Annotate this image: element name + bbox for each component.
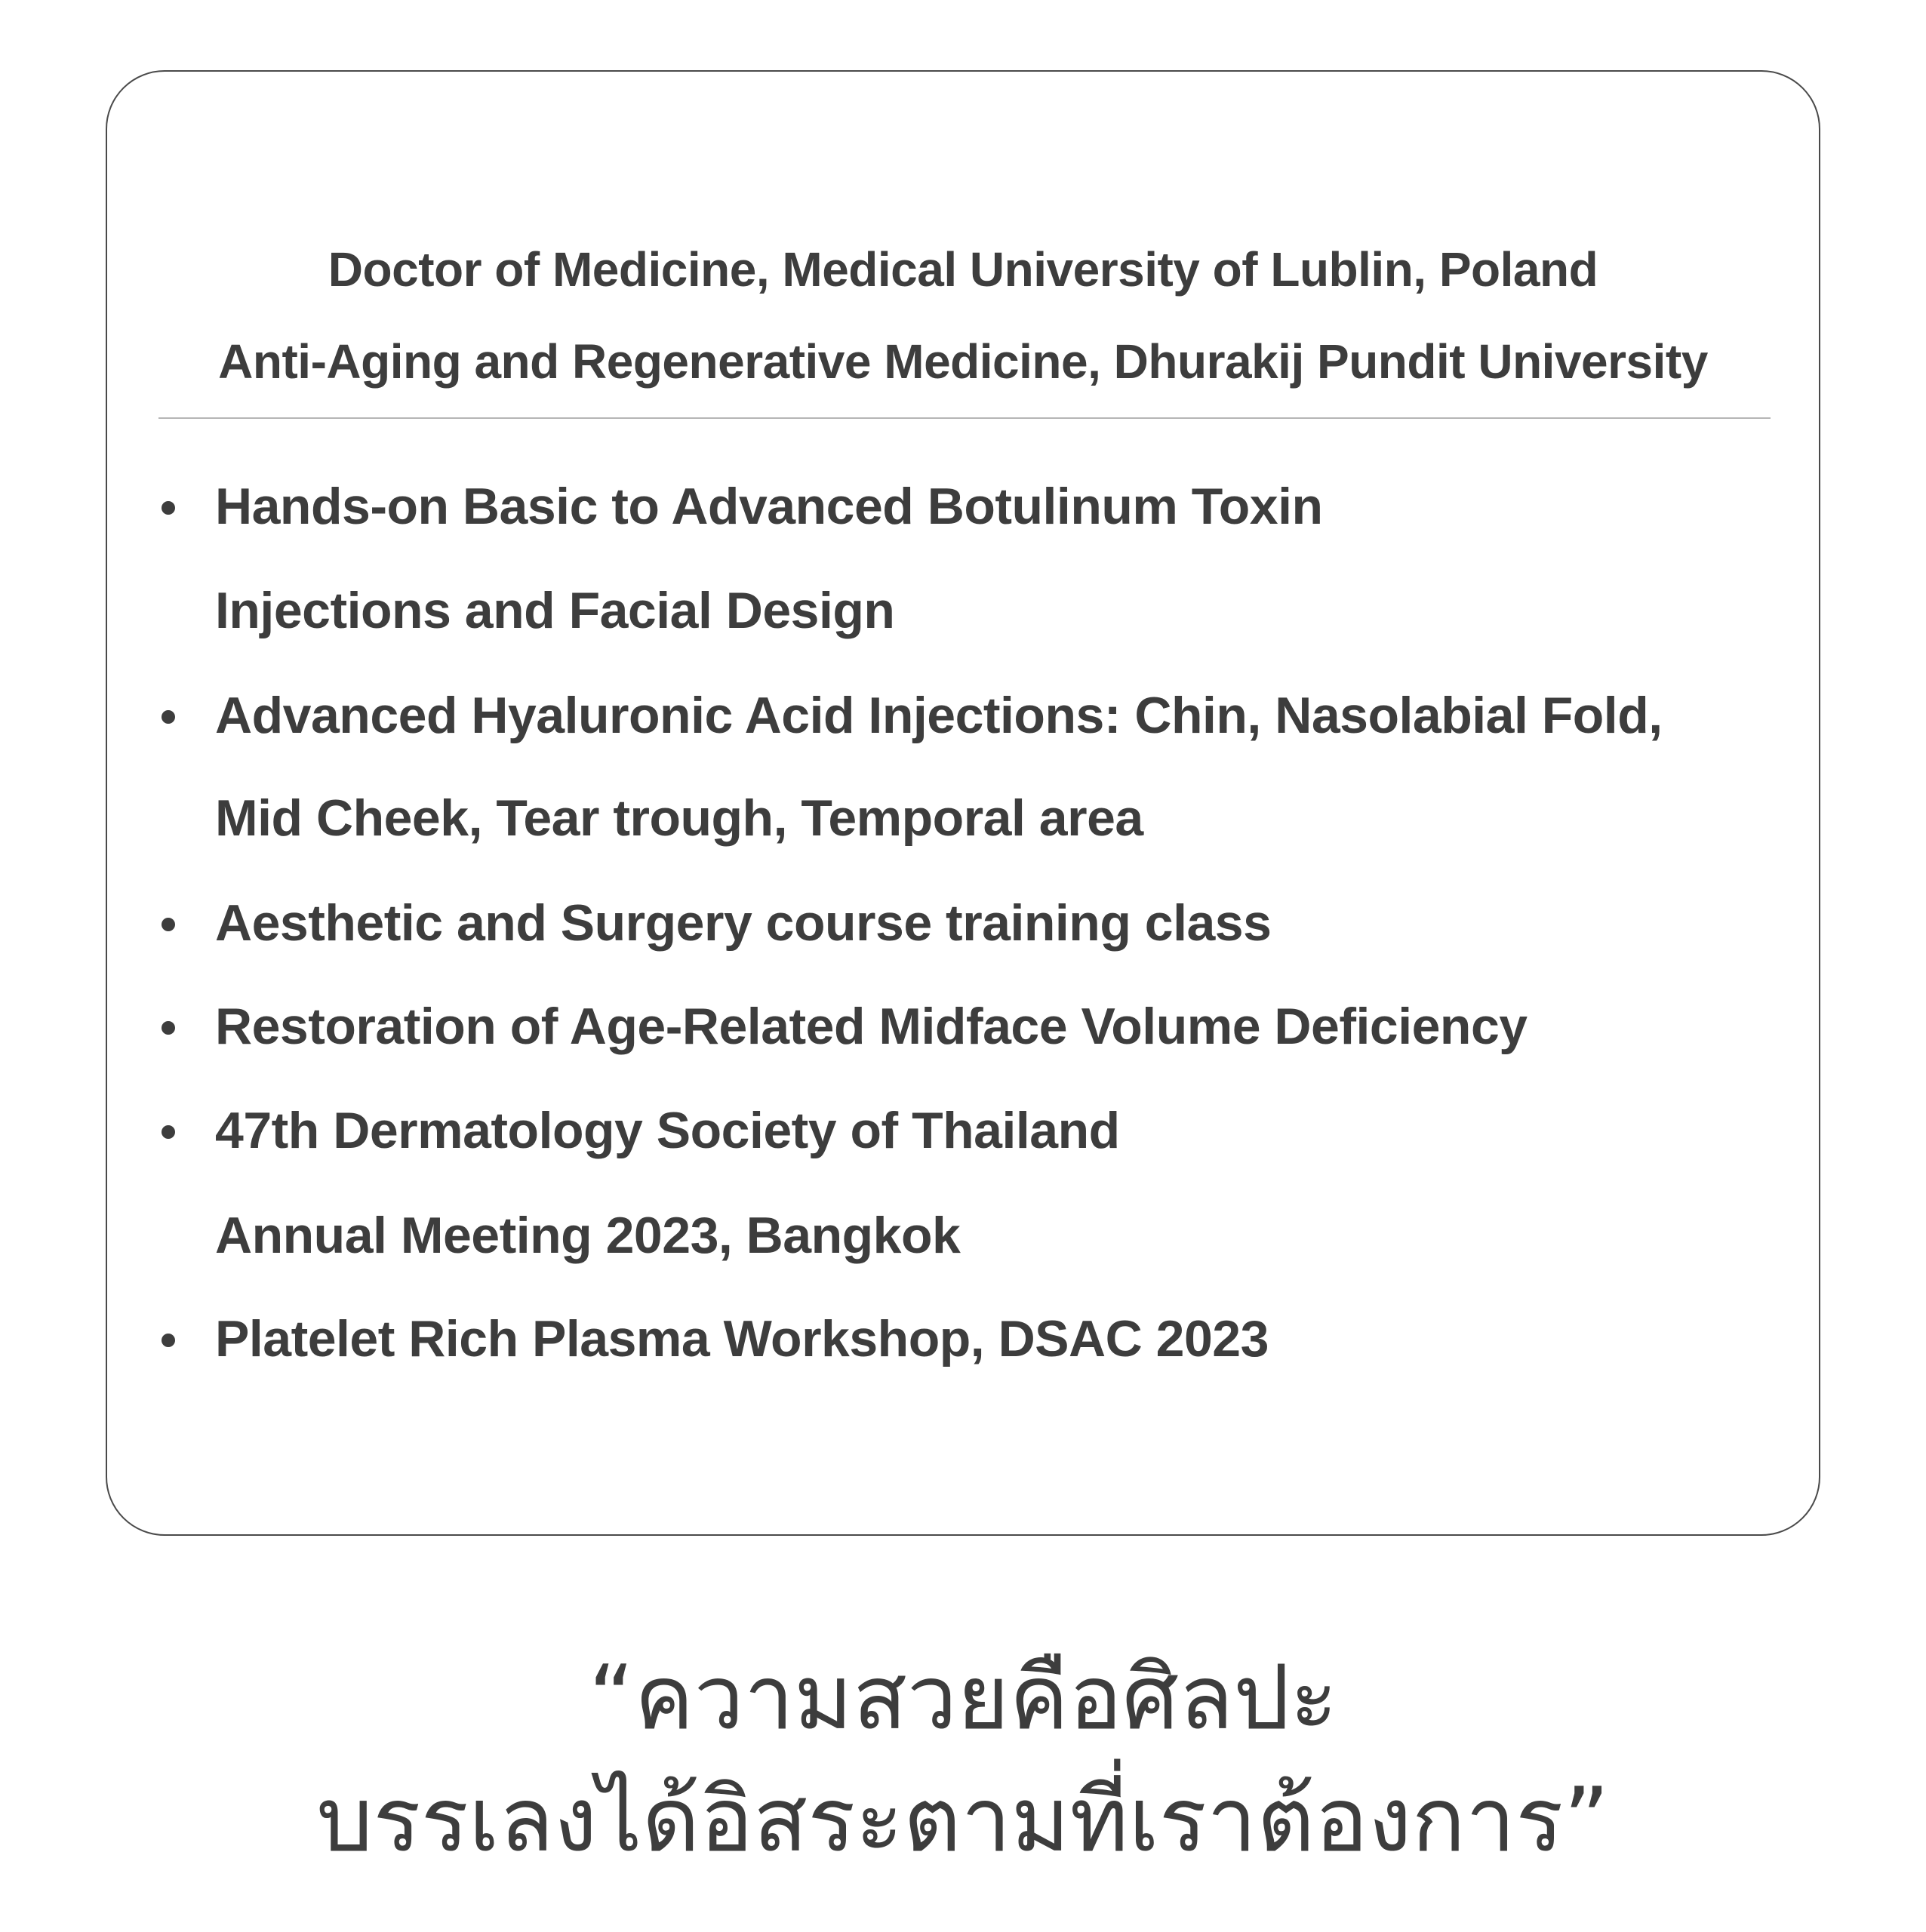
bullet-icon: [162, 1125, 175, 1139]
quote-line-1: “ความสวยคือศิลปะ: [588, 1645, 1338, 1749]
bullet-icon: [162, 501, 175, 515]
bullet-icon: [162, 1334, 175, 1347]
credentials-card: [106, 70, 1820, 1536]
course-item-aesthetic-surgery: Aesthetic and Surgery course training class: [215, 894, 1272, 952]
bullet-icon: [162, 1021, 175, 1035]
course-item-dermatology-line2: Annual Meeting 2023, Bangkok: [215, 1207, 961, 1264]
quote-line-2: บรรเลงได้อิสระตามที่เราต้องการ”: [316, 1767, 1610, 1872]
bullet-icon: [162, 710, 175, 724]
degree-anti-aging: Anti-Aging and Regenerative Medicine, Dhurakij Pundit University: [218, 334, 1708, 389]
course-item-midface: Restoration of Age-Related Midface Volume Deficiency: [215, 998, 1528, 1055]
course-item-botox-line1: Hands-on Basic to Advanced Botulinum Toxin: [215, 478, 1323, 535]
course-list: [107, 72, 1819, 1534]
course-item-dermatology-line1: 47th Dermatology Society of Thailand: [215, 1102, 1120, 1159]
degree-medicine: Doctor of Medicine, Medical University of Lublin, Poland: [328, 242, 1598, 297]
bullet-icon: [162, 918, 175, 931]
course-item-prp: Platelet Rich Plasma Workshop, DSAC 2023: [215, 1310, 1269, 1367]
course-item-hyaluronic-line1: Advanced Hyaluronic Acid Injections: Chin, Nasolabial Fold,: [215, 687, 1663, 744]
course-item-botox-line2: Injections and Facial Design: [215, 582, 895, 639]
course-item-hyaluronic-line2: Mid Cheek, Tear trough, Temporal area: [215, 789, 1143, 847]
